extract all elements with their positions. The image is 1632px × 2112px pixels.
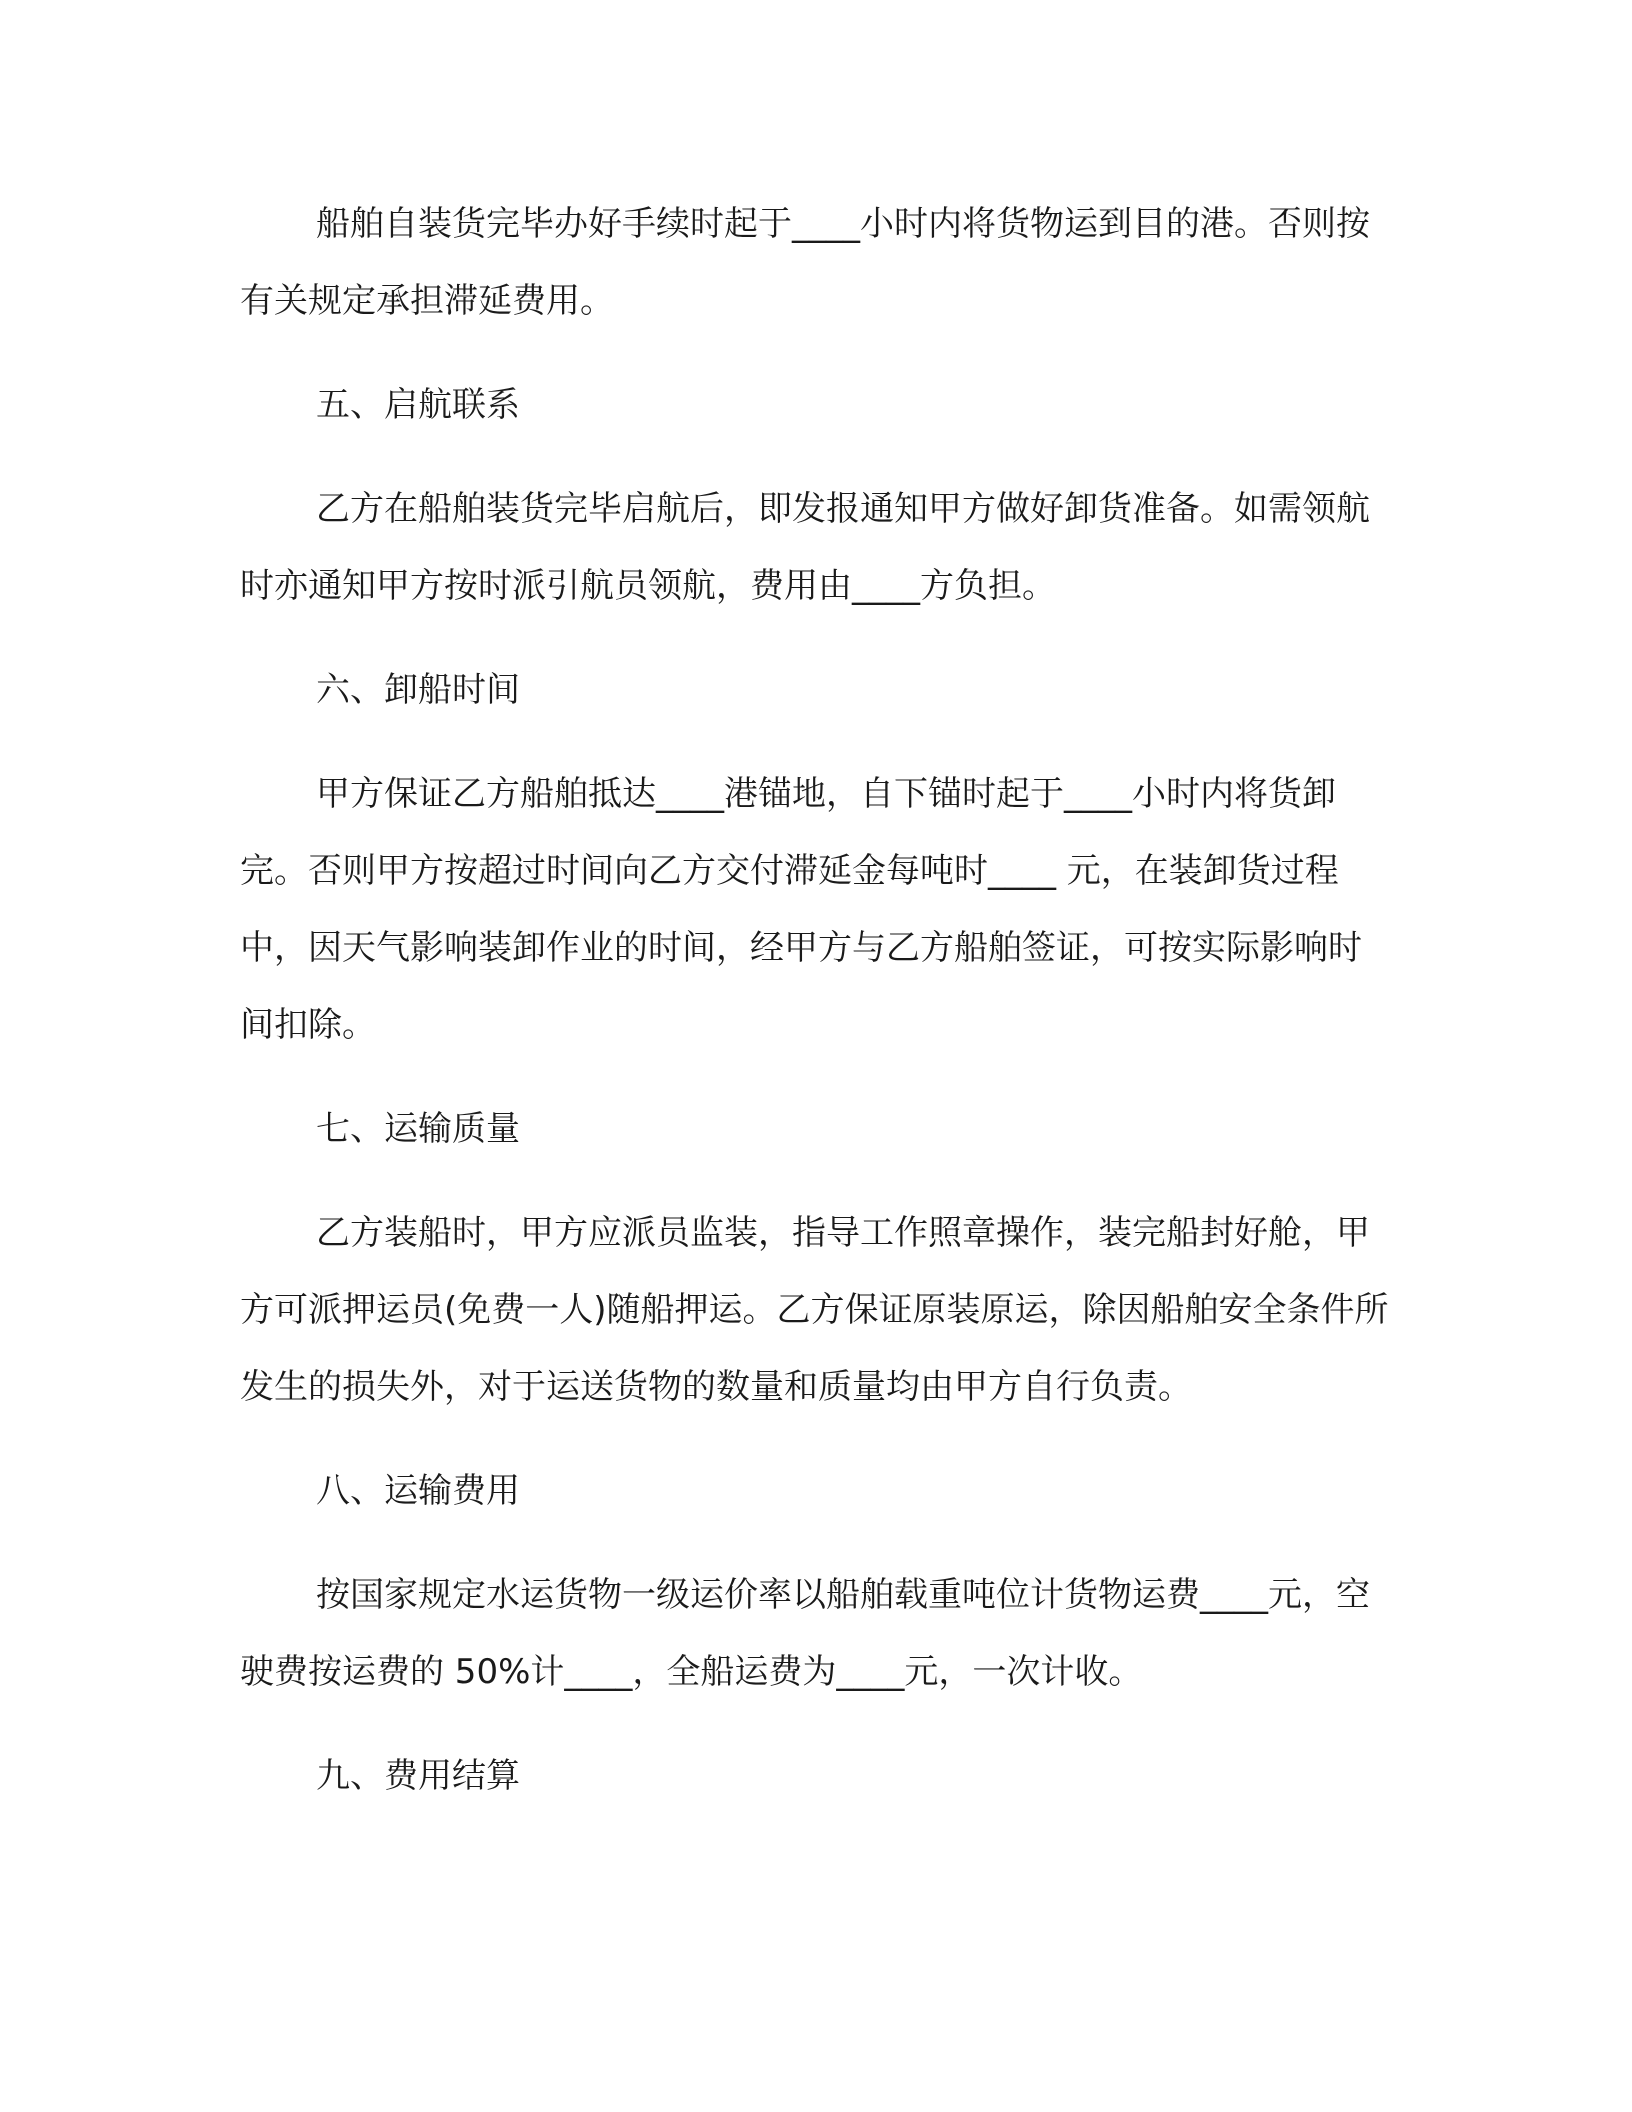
section-heading-9: 九、费用结算 bbox=[316, 1756, 520, 1796]
document-page bbox=[240, 186, 1390, 1842]
section-heading-6: 六、卸船时间 bbox=[316, 670, 520, 710]
paragraph-transport-quality: 乙方装船时，甲方应派员监装，指导工作照章操作，装完船封好舱，甲方可派押运员(免费一人)随船押运。乙方保证原装原运，除因船舶安全条件所发生的损失外，对于运送货物的数量和质量均由甲方自行负责。 bbox=[240, 1213, 1389, 1407]
paragraph-departure-notice: 乙方在船舶装货完毕启航后，即发报通知甲方做好卸货准备。如需领航时亦通知甲方按时派引航员领航，费用由____方负担。 bbox=[240, 489, 1370, 606]
paragraph-transport-fees: 按国家规定水运货物一级运价率以船舶载重吨位计货物运费____元，空驶费按运费的 50%计____，全船运费为____元，一次计收。 bbox=[240, 1575, 1370, 1692]
paragraph-arrival-time: 船舶自装货完毕办好手续时起于____小时内将货物运到目的港。否则按有关规定承担滞延费用。 bbox=[240, 204, 1370, 321]
paragraph-unloading-time: 甲方保证乙方船舶抵达____港锚地，自下锚时起于____小时内将货卸完。否则甲方按超过时间向乙方交付滞延金每吨时____ 元，在装卸货过程中，因天气影响装卸作业的时间，经甲方与乙方船舶签证，可按实际影响时间扣除。 bbox=[240, 774, 1362, 1045]
section-heading-8: 八、运输费用 bbox=[316, 1471, 520, 1511]
section-heading-7: 七、运输质量 bbox=[316, 1109, 520, 1149]
section-heading-5: 五、启航联系 bbox=[316, 385, 520, 425]
